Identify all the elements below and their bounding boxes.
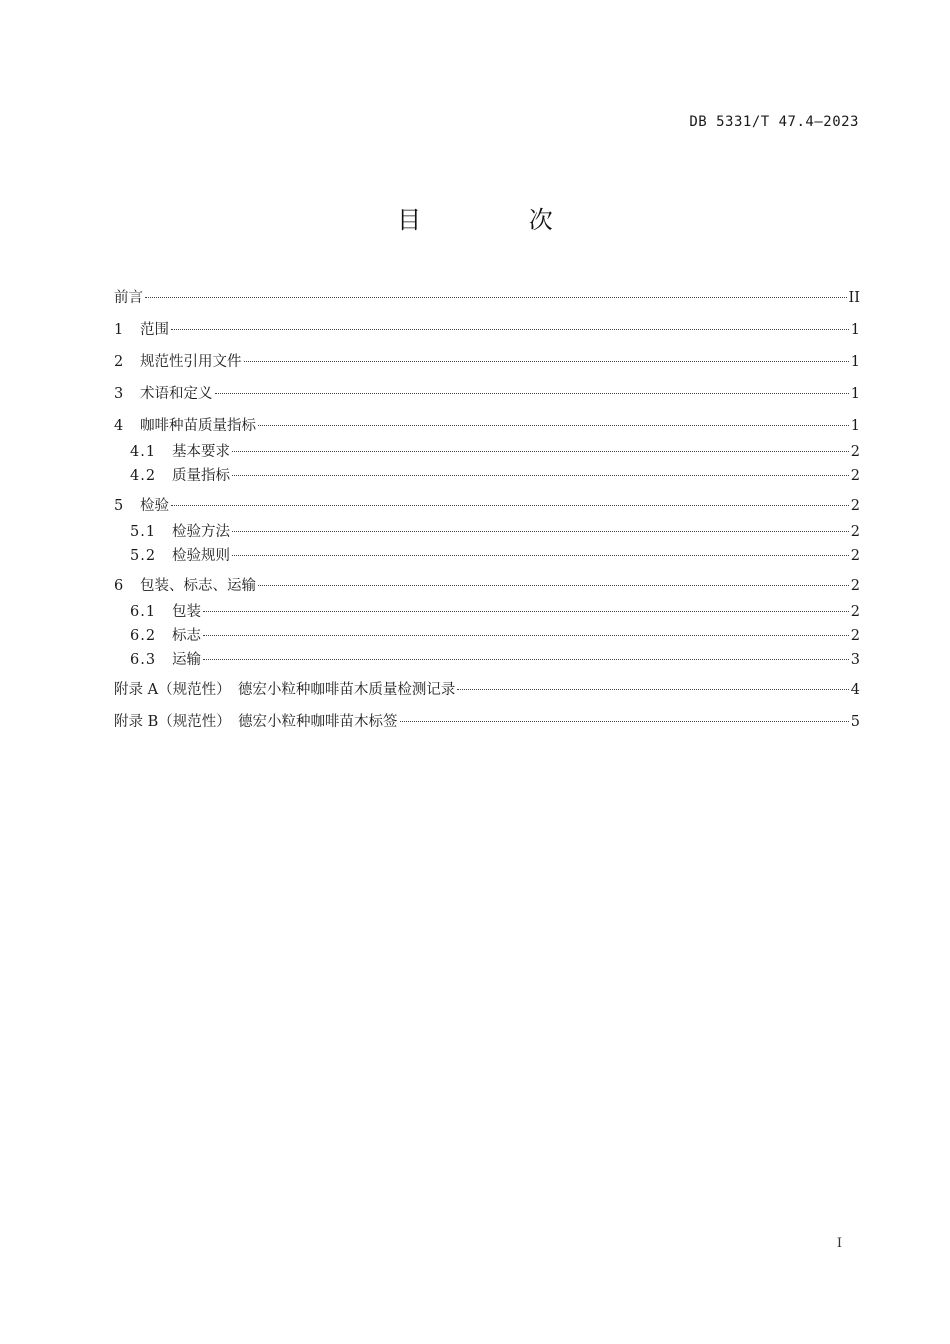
toc-entry-page: 2 xyxy=(850,524,860,540)
toc-entry-page: II xyxy=(848,290,860,306)
toc-entry-page: 1 xyxy=(850,418,860,434)
page-title: 目 次 xyxy=(397,206,603,234)
toc-entry-6[interactable] xyxy=(114,576,860,596)
toc-entry-number: 5.1 xyxy=(130,524,157,540)
toc-entry-title: 附录 A（规范性） 德宏小粒种咖啡苗木质量检测记录 xyxy=(114,682,456,698)
toc-entry-5-1[interactable] xyxy=(114,522,860,542)
toc-entry-page: 1 xyxy=(850,322,860,338)
toc-entry-number: 6 xyxy=(114,578,125,594)
toc-leader-dots xyxy=(145,297,847,298)
toc-entry-title: 范围 xyxy=(140,322,169,338)
toc-leader-dots xyxy=(244,361,849,362)
toc-entry-title: 检验规则 xyxy=(172,548,230,564)
toc-entry-page: 2 xyxy=(850,578,860,594)
toc-entry-page: 2 xyxy=(850,628,860,644)
toc-entry-number: 1 xyxy=(114,322,125,338)
toc-entry-page: 4 xyxy=(850,682,860,698)
toc-entry-page: 2 xyxy=(850,548,860,564)
toc-entry-2[interactable] xyxy=(114,352,860,372)
toc-entry-page: 2 xyxy=(850,444,860,460)
toc-entry-title: 检验方法 xyxy=(172,524,230,540)
toc-leader-dots xyxy=(258,425,849,426)
footer-page-number: I xyxy=(836,1236,842,1251)
toc-entry-title: 附录 B（规范性） 德宏小粒种咖啡苗木标签 xyxy=(114,714,398,730)
toc-entry-4-2[interactable] xyxy=(114,466,860,486)
toc-entry-title: 规范性引用文件 xyxy=(140,354,242,370)
toc-leader-dots xyxy=(215,393,849,394)
toc-leader-dots xyxy=(232,451,849,452)
toc-entry-page: 1 xyxy=(850,354,860,370)
toc-entry-title: 前言 xyxy=(114,290,143,306)
toc-leader-dots xyxy=(232,475,849,476)
toc-entry-title: 咖啡种苗质量指标 xyxy=(140,418,256,434)
toc-entry-appendix-b[interactable] xyxy=(114,712,860,732)
toc-entry-number: 4.1 xyxy=(130,444,157,460)
toc-leader-dots xyxy=(457,689,848,690)
toc-entry-title: 质量指标 xyxy=(172,468,230,484)
toc-entry-number: 6.2 xyxy=(130,628,157,644)
toc-leader-dots xyxy=(232,531,849,532)
toc-entry-page: 2 xyxy=(850,468,860,484)
toc-entry-number: 6.3 xyxy=(130,652,157,668)
toc-leader-dots xyxy=(232,555,849,556)
toc-entry-6-2[interactable] xyxy=(114,626,860,646)
toc-entry-number: 5 xyxy=(114,498,125,514)
toc-entry-number: 5.2 xyxy=(130,548,157,564)
toc-leader-dots xyxy=(203,611,849,612)
toc-entry-number: 4 xyxy=(114,418,125,434)
toc-entry-6-1[interactable] xyxy=(114,602,860,622)
toc-leader-dots xyxy=(258,585,849,586)
toc-entry-foreword[interactable] xyxy=(114,288,860,308)
toc-entry-number: 4.2 xyxy=(130,468,157,484)
toc-entry-title: 基本要求 xyxy=(172,444,230,460)
toc-entry-page: 2 xyxy=(850,498,860,514)
toc-leader-dots xyxy=(400,721,849,722)
toc-entry-5[interactable] xyxy=(114,496,860,516)
toc-entry-title: 运输 xyxy=(172,652,201,668)
standard-code: DB 5331/T 47.4—2023 xyxy=(689,114,859,130)
toc-entry-5-2[interactable] xyxy=(114,546,860,566)
toc-entry-title: 标志 xyxy=(172,628,201,644)
toc-entry-title: 检验 xyxy=(140,498,169,514)
toc-entry-title: 包装、标志、运输 xyxy=(140,578,256,594)
toc-entry-3[interactable] xyxy=(114,384,860,404)
toc-entry-title: 包装 xyxy=(172,604,201,620)
toc-entry-page: 2 xyxy=(850,604,860,620)
toc-entry-title: 术语和定义 xyxy=(140,386,213,402)
toc-entry-number: 2 xyxy=(114,354,125,370)
toc-entry-page: 3 xyxy=(850,652,860,668)
toc-entry-number: 6.1 xyxy=(130,604,157,620)
toc-leader-dots xyxy=(171,505,849,506)
toc-leader-dots xyxy=(203,659,849,660)
toc-entry-1[interactable] xyxy=(114,320,860,340)
toc-entry-page: 1 xyxy=(850,386,860,402)
toc-entry-appendix-a[interactable] xyxy=(114,680,860,700)
toc-entry-number: 3 xyxy=(114,386,125,402)
toc-entry-4-1[interactable] xyxy=(114,442,860,462)
toc-entry-4[interactable] xyxy=(114,416,860,436)
toc-leader-dots xyxy=(171,329,849,330)
toc-leader-dots xyxy=(203,635,849,636)
toc-entry-page: 5 xyxy=(850,714,860,730)
toc-entry-6-3[interactable] xyxy=(114,650,860,670)
